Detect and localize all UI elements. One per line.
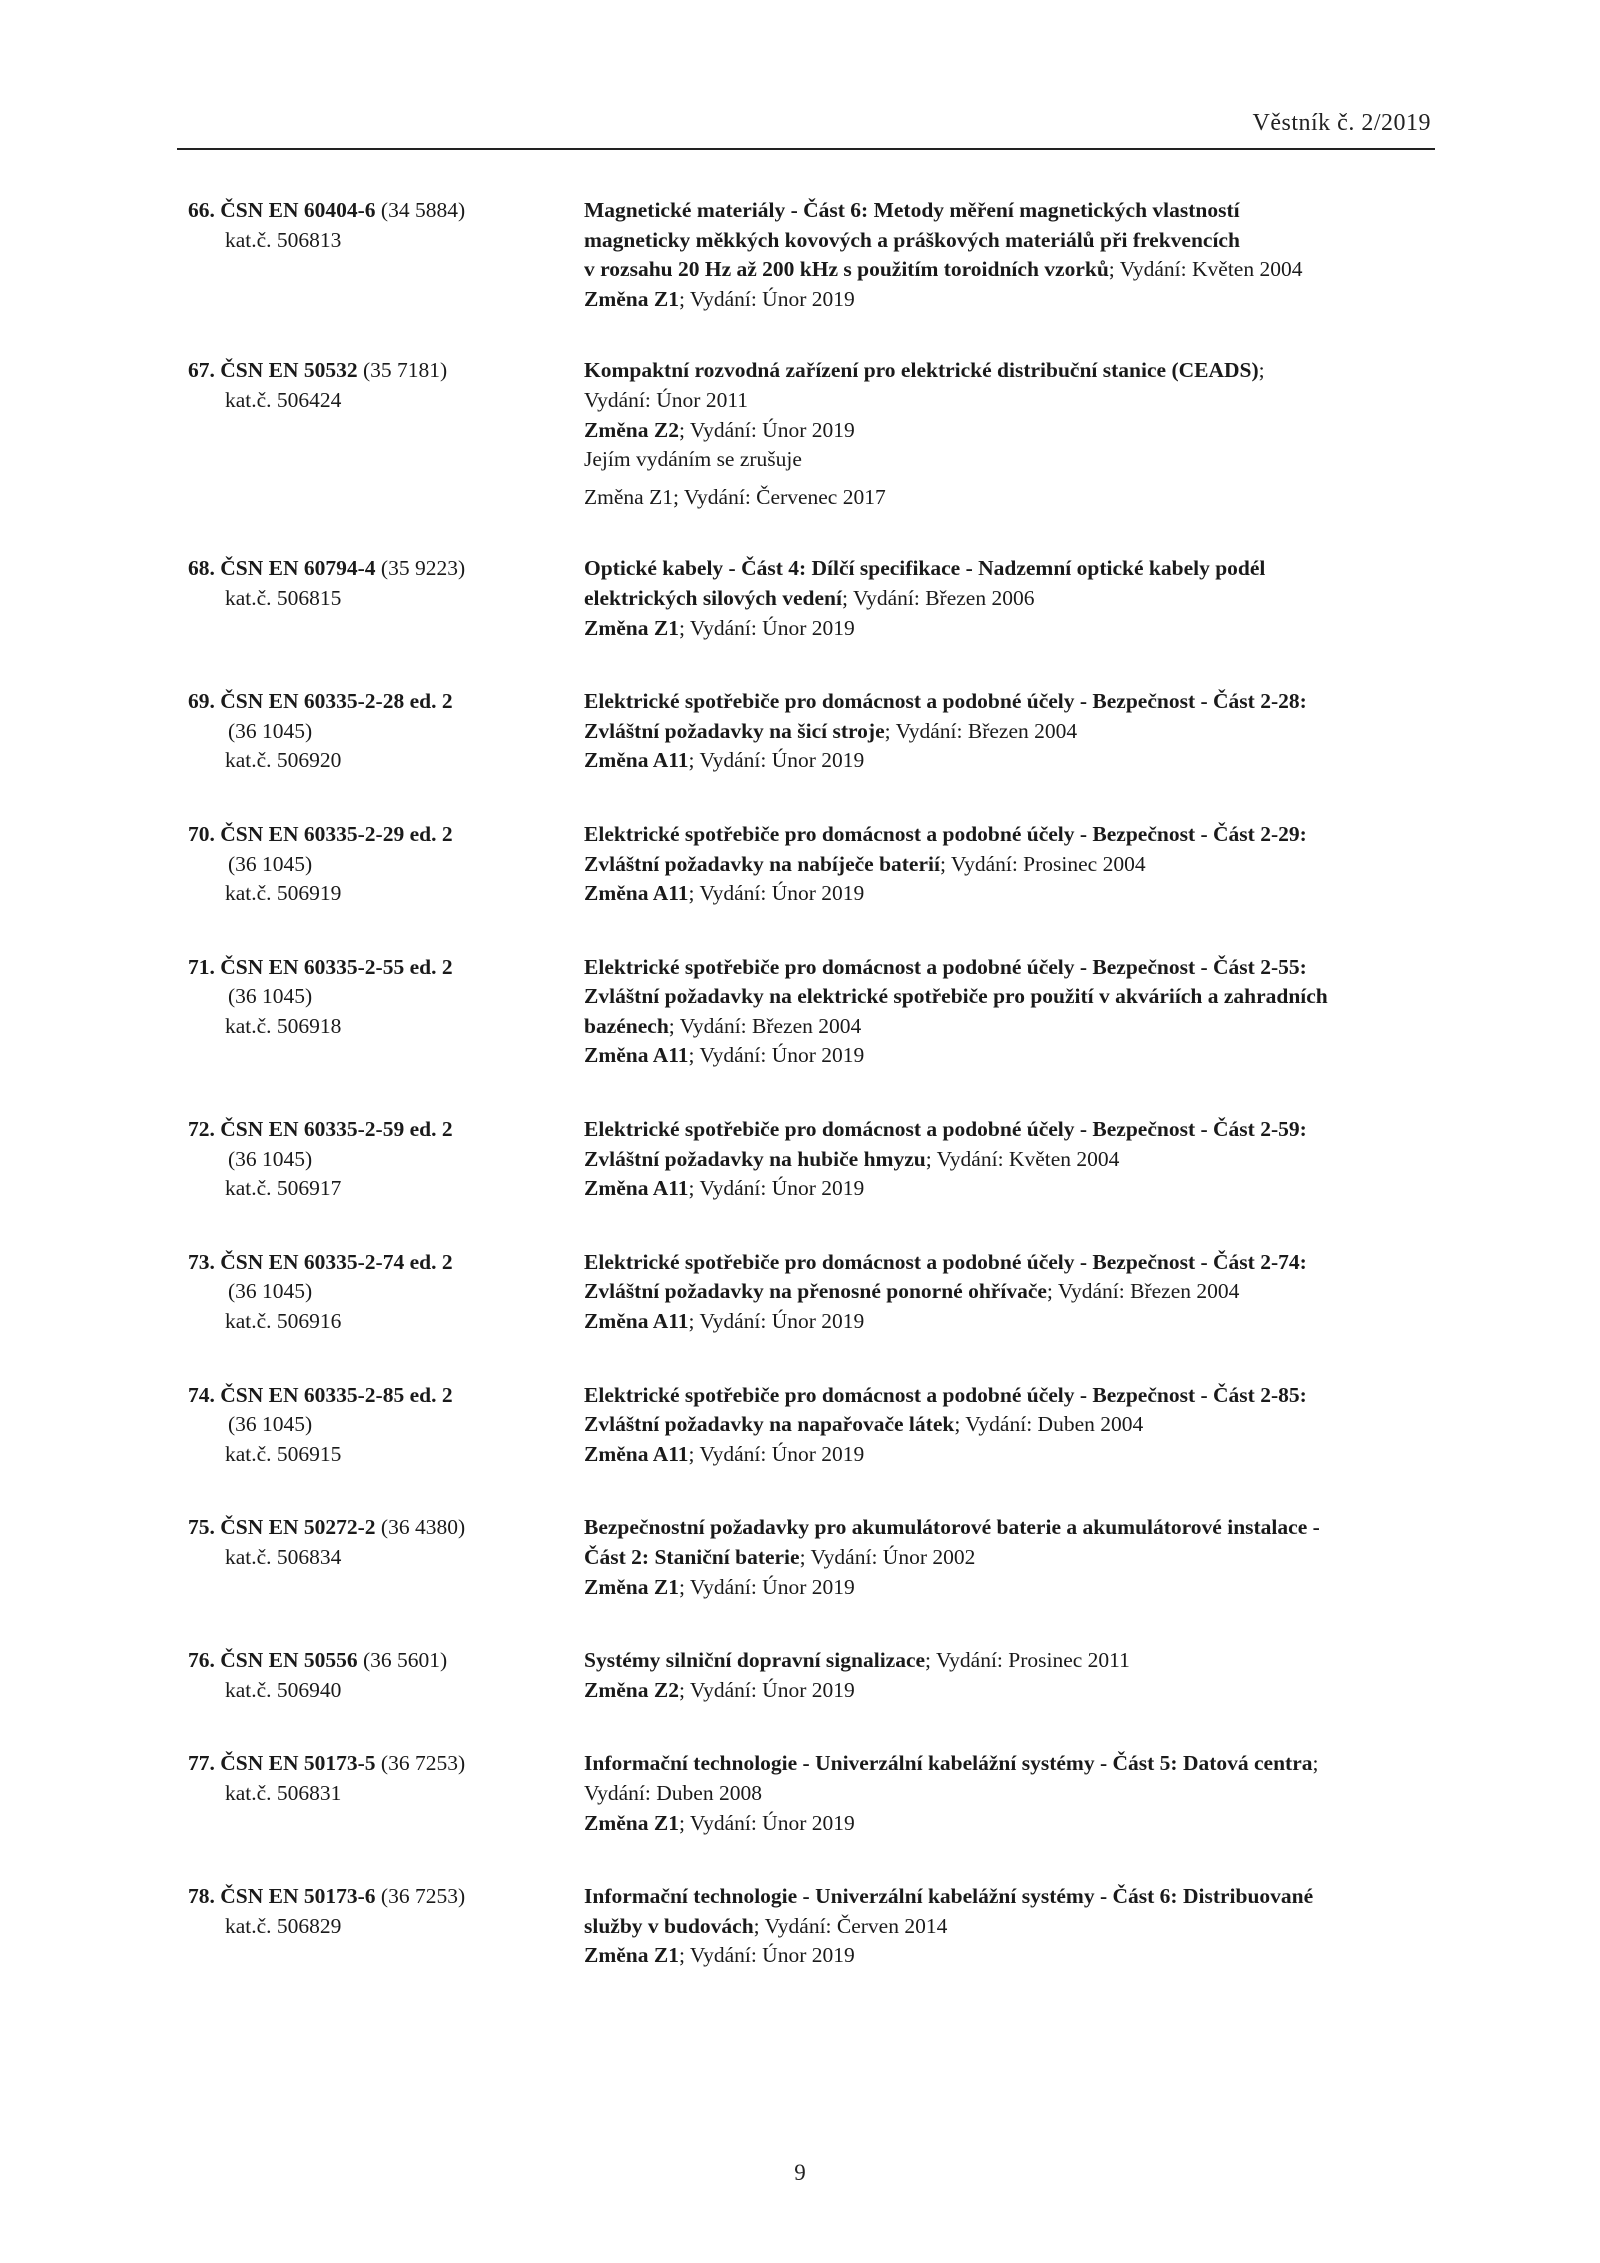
list-item — [188, 1381, 1438, 1470]
standard-id: 76. ČSN EN 50556 (36 5601) kat.č. 506940 — [188, 1648, 448, 1702]
standard-description: Informační technologie - Univerzální kabelážní systémy - Část 5: Datová centra; Vydání: Duben 2008 Změna Z1; Vydání: Únor 2019 — [584, 1751, 1319, 1835]
standard-description: Elektrické spotřebiče pro domácnost a podobné účely - Bezpečnost - Část 2-59: Zvláštní požadavky na hubiče hmyzu; Vydání: Květen 2004 Změna A11; Vydání: Únor 2019 — [584, 1117, 1307, 1201]
list-item — [188, 356, 1438, 512]
standard-description: Elektrické spotřebiče pro domácnost a podobné účely - Bezpečnost - Část 2-85: Zvláštní požadavky na napařovače látek; Vydání: Duben 2004 Změna A11; Vydání: Únor 2019 — [584, 1382, 1307, 1466]
standard-id: 66. ČSN EN 60404-6 (34 5884) kat.č. 506813 — [188, 198, 466, 252]
list-item — [188, 687, 1438, 776]
list-item — [188, 1882, 1438, 1971]
standard-id: 75. ČSN EN 50272-2 (36 4380) kat.č. 506834 — [188, 1515, 466, 1569]
standard-id: 70. ČSN EN 60335-2-29 ed. 2 (36 1045) kat.č. 506919 — [188, 821, 453, 906]
standard-id: 72. ČSN EN 60335-2-59 ed. 2 (36 1045) kat.č. 506917 — [188, 1117, 453, 1201]
list-item — [188, 953, 1438, 1071]
standard-description: Elektrické spotřebiče pro domácnost a podobné účely - Bezpečnost - Část 2-28: Zvláštní požadavky na šicí stroje; Vydání: Březen 2004 Změna A11; Vydání: Únor 2019 — [584, 689, 1307, 773]
standard-description: Elektrické spotřebiče pro domácnost a podobné účely - Bezpečnost - Část 2-55: Zvláštní požadavky na elektrické spotřebiče pro použití v akváriích a zahradních bazénech; Vydání: Březen 2004 Změna A11; Vydání: Únor 2019 — [584, 954, 1328, 1068]
list-item — [188, 196, 1438, 314]
standards-list — [188, 196, 1438, 1971]
page-header — [177, 110, 1435, 150]
list-item — [188, 1749, 1438, 1838]
standard-description: Informační technologie - Univerzální kabelážní systémy - Část 6: Distribuované služby v budovách; Vydání: Červen 2014 Změna Z1; Vydání: Únor 2019 — [584, 1884, 1314, 1968]
standard-id: 69. ČSN EN 60335-2-28 ed. 2 (36 1045) kat.č. 506920 — [188, 689, 453, 773]
page-number: 9 — [794, 2160, 806, 2185]
list-item — [188, 1115, 1438, 1204]
standard-id: 67. ČSN EN 50532 (35 7181) kat.č. 506424 — [188, 358, 448, 412]
standard-description: Magnetické materiály - Část 6: Metody měření magnetických vlastností magneticky měkkých kovových a práškových materiálů při frekvencích v rozsahu 20 Hz až 200 kHz s použitím toroidních vzorků; Vydání: Květen 2004 Změna Z1; Vydání: Únor 2019 — [584, 198, 1303, 311]
bulletin-title: Věstník č. 2/2019 — [1252, 110, 1431, 136]
standard-id: 74. ČSN EN 60335-2-85 ed. 2 (36 1045) kat.č. 506915 — [188, 1382, 453, 1466]
standard-description: Systémy silniční dopravní signalizace; Vydání: Prosinec 2011 Změna Z2; Vydání: Únor 2019 — [584, 1648, 1130, 1702]
standard-description: Elektrické spotřebiče pro domácnost a podobné účely - Bezpečnost - Část 2-74: Zvláštní požadavky na přenosné ponorné ohřívače; Vydání: Březen 2004 Změna A11; Vydání: Únor 2019 — [584, 1249, 1307, 1334]
standard-description: Optické kabely - Část 4: Dílčí specifikace - Nadzemní optické kabely podél elektrických silových vedení; Vydání: Březen 2006 Změna Z1; Vydání: Únor 2019 — [584, 556, 1266, 640]
standard-id: 68. ČSN EN 60794-4 (35 9223) kat.č. 506815 — [188, 556, 466, 610]
standard-id: 71. ČSN EN 60335-2-55 ed. 2 (36 1045) kat.č. 506918 — [188, 954, 453, 1038]
standard-description: Elektrické spotřebiče pro domácnost a podobné účely - Bezpečnost - Část 2-29: Zvláštní požadavky na nabíječe baterií; Vydání: Prosinec 2004 Změna A11; Vydání: Únor 2019 — [584, 821, 1307, 906]
list-item — [188, 820, 1438, 909]
standard-description: Bezpečnostní požadavky pro akumulátorové baterie a akumulátorové instalace - Část 2: Staniční baterie; Vydání: Únor 2002 Změna Z1; Vydání: Únor 2019 — [584, 1515, 1320, 1599]
standard-id: 73. ČSN EN 60335-2-74 ed. 2 (36 1045) kat.č. 506916 — [188, 1249, 453, 1334]
list-item — [188, 1248, 1438, 1337]
list-item — [188, 1513, 1438, 1602]
standard-id: 78. ČSN EN 50173-6 (36 7253) kat.č. 506829 — [188, 1884, 466, 1938]
standard-id: 77. ČSN EN 50173-5 (36 7253) kat.č. 506831 — [188, 1751, 466, 1805]
list-item — [188, 554, 1438, 643]
standard-description: Kompaktní rozvodná zařízení pro elektrické distribuční stanice (CEADS); Vydání: Únor 2011 Změna Z2; Vydání: Únor 2019 Jejím vydáním se zrušuje Změna Z1; Vydání: Červenec 2017 — [584, 358, 1265, 509]
list-item — [188, 1646, 1438, 1705]
